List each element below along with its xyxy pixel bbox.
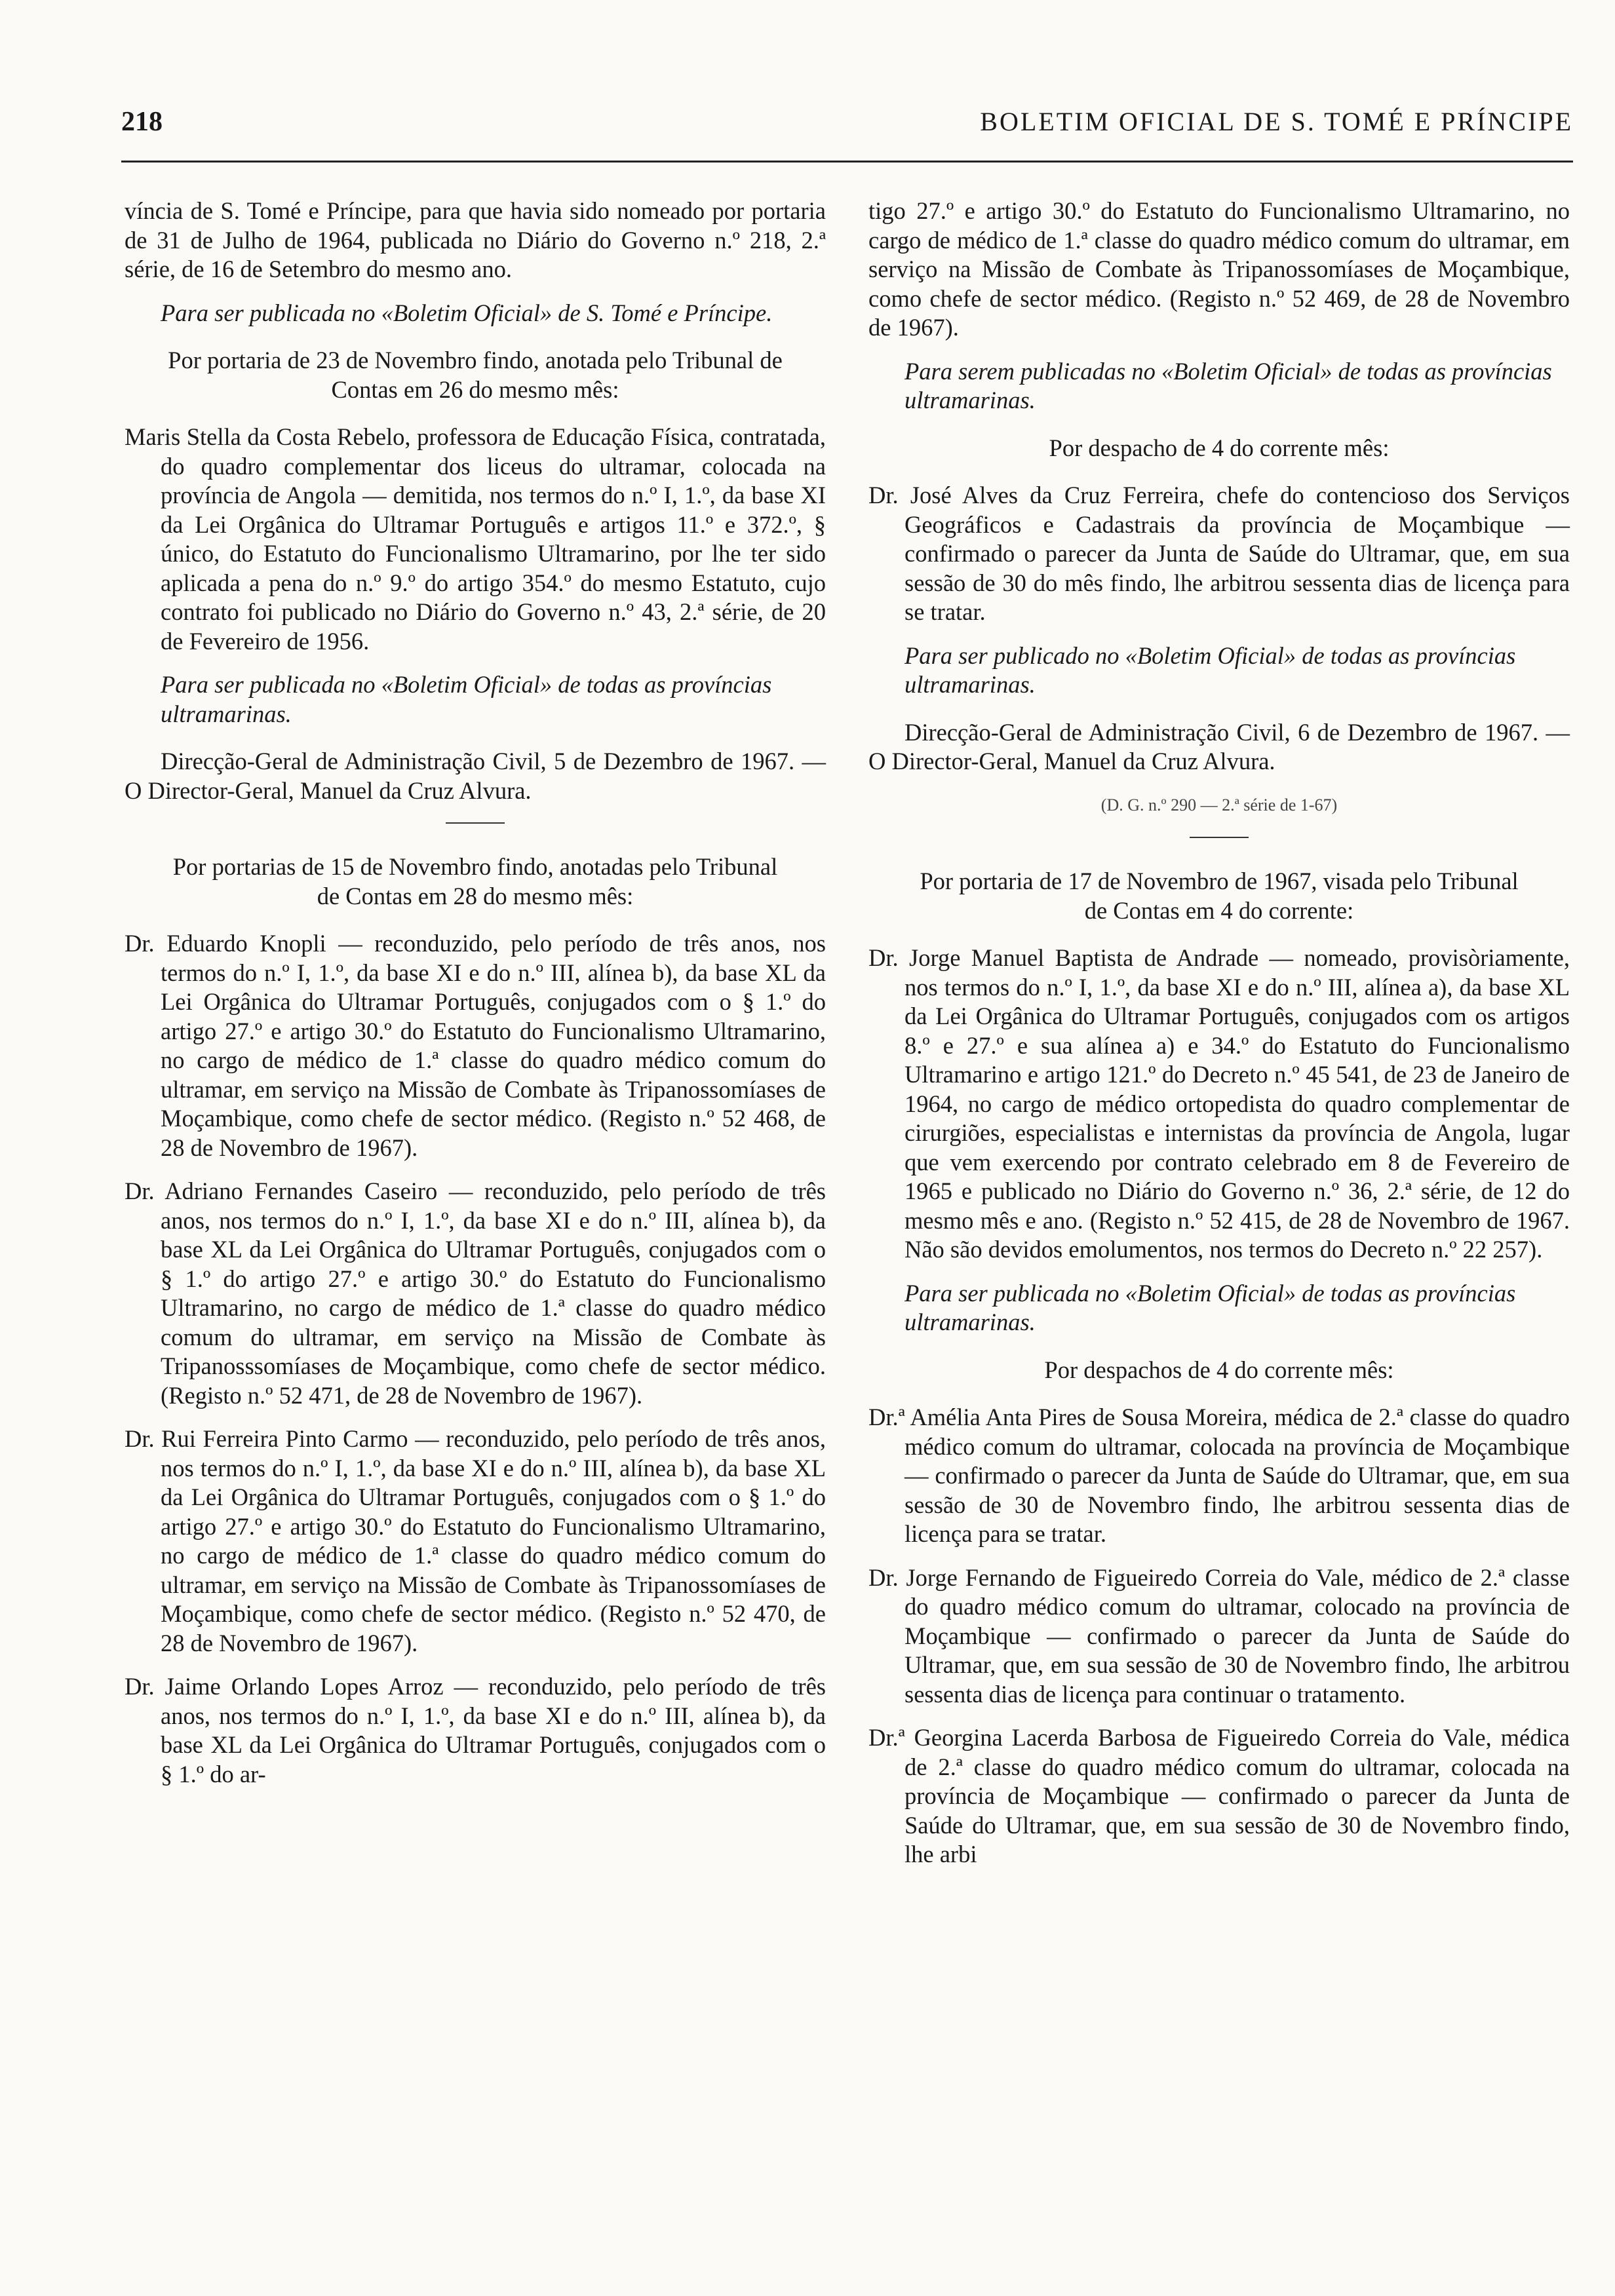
appointment-entry: Dr. Jorge Fernando de Figueiredo Correia do Vale, médico de 2.ª classe do quadro médico comum do ultramar, colocado na província de Moçambique — confirmado o parecer da Junta de Saúde do Ultramar, que, em sua sessão de 30 de Novembro findo, lhe arbitrou sessenta dias de licença para continuar o tratamento. bbox=[868, 1563, 1570, 1708]
portaria-intro: Por portaria de 17 de Novembro de 1967, visada pelo Tribunal de Contas em 4 do corrente: bbox=[920, 868, 1519, 924]
appointment-entry: Dr. Rui Ferreira Pinto Carmo — reconduzido, pelo período de três anos, nos termos do n.º I, 1.º, da base XI e do n.º III, alínea b), da base XL da Lei Orgânica do Ultramar Português, conjugados com o § 1.º do artigo 27.º e artigo 30.º do Estatuto do Funcionalismo Ultramarino, no cargo de médico de 1.ª classe do quadro médico comum do ultramar, em serviço na Missão de Combate às Tripanossomíases de Moçambique, como chefe de sector médico. (Registo n.º 52 470, de 28 de Novembro de 1967). bbox=[125, 1425, 826, 1656]
publication-note: Para ser publicada no «Boletim Oficial» de S. Tomé e Príncipe. bbox=[161, 299, 773, 326]
gazette-citation: (D. G. n.º 290 — 2.ª série de 1-67) bbox=[1100, 795, 1338, 814]
publication-note: Para ser publicada no «Boletim Oficial» de todas as províncias ultramarinas. bbox=[161, 671, 772, 727]
section-divider bbox=[1190, 837, 1249, 838]
publication-note: Para ser publicado no «Boletim Oficial» de todas as províncias ultramarinas. bbox=[905, 641, 1516, 698]
appointment-entry: Dr.ª Georgina Lacerda Barbosa de Figueiredo Correia do Vale, médica de 2.ª classe do quadro médico comum do ultramar, colocada na província de Moçambique — confirmado o parecer da Junta de Saúde do Ultramar, que, em sua sessão de 30 de Novembro findo, lhe arbi bbox=[868, 1724, 1570, 1867]
page-number: 218 bbox=[121, 107, 163, 137]
signature-line: Direcção-Geral de Administração Civil, 5 de Dezembro de 1967. — O Director-Geral, Manuel da Cruz Alvura. bbox=[125, 748, 826, 804]
publication-note: Para ser publicada no «Boletim Oficial» de todas as províncias ultramarinas. bbox=[905, 1279, 1516, 1335]
publication-title: BOLETIM OFICIAL DE S. TOMÉ E PRÍNCIPE bbox=[980, 107, 1573, 136]
appointment-entry: Maris Stella da Costa Rebelo, professora de Educação Física, contratada, do quadro complementar dos liceus do ultramar, colocada na província de Angola — demitida, nos termos do n.º I, 1.º, da base XI da Lei Orgânica do Ultramar Português e artigos 11.º e 372.º, § único, do Estatuto do Funcionalismo Ultramarino, por lhe ter sido aplicada a pena do n.º 9.º do artigo 354.º do mesmo Estatuto, cujo contrato foi publicado no Diário do Governo n.º 43, 2.ª série, de 20 de Fevereiro de 1956. bbox=[125, 423, 826, 655]
section-divider bbox=[446, 822, 505, 824]
appointment-entry: Dr. José Alves da Cruz Ferreira, chefe do contencioso dos Serviços Geográficos e Cadastrais da província de Moçambique — confirmado o parecer da Junta de Saúde do Ultramar, que, em sua sessão de 30 do mês findo, lhe arbitrou sessenta dias de licença para se tratar. bbox=[868, 482, 1570, 625]
despacho-intro: Por despacho de 4 do corrente mês: bbox=[1049, 434, 1390, 461]
portaria-intro: Por portaria de 23 de Novembro findo, anotada pelo Tribunal de Contas em 26 do mesmo mês: bbox=[168, 347, 783, 403]
header-rule bbox=[121, 161, 1573, 163]
appointment-entry: Dr. Jorge Manuel Baptista de Andrade — nomeado, provisòriamente, nos termos do n.º I, 1.º, da base XI e do n.º III, alínea a), da base XL da Lei Orgânica do Ultramar Português, conjugados com os artigos 8.º e 27.º e sua alínea a) e 34.º do Estatuto do Funcionalismo Ultramarino e artigo 121.º do Decreto n.º 45 541, de 23 de Janeiro de 1964, no cargo de médico ortopedista do quadro complementar de cirurgiões, especialistas e internistas da província de Angola, lugar que vem exercendo por contrato celebrado em 8 de Fevereiro de 1965 e publicado no Diário do Governo n.º 36, 2.ª série, de 12 do mesmo mês e ano. (Registo n.º 52 415, de 28 de Novembro de 1967. Não são devidos emolumentos, nos termos do Decreto n.º 22 257). bbox=[868, 944, 1570, 1263]
left-column bbox=[125, 197, 826, 1803]
continuation-paragraph: víncia de S. Tomé e Príncipe, para que havia sido nomeado por portaria de 31 de Julho de 1964, publicada no Diário do Governo n.º 218, 2.ª série, de 16 de Setembro do mesmo ano. bbox=[125, 197, 826, 282]
appointment-entry: Dr.ª Amélia Anta Pires de Sousa Moreira, médica de 2.ª classe do quadro médico comum do ultramar, colocada na província de Moçambique — confirmado o parecer da Junta de Saúde do Ultramar, que, em sua sessão de 30 de Novembro findo, lhe arbitrou sessenta dias de licença para se tratar. bbox=[868, 1404, 1570, 1547]
right-column bbox=[868, 197, 1570, 1884]
appointment-entry: Dr. Adriano Fernandes Caseiro — reconduzido, pelo período de três anos, nos termos do n.º I, 1.º, da base XI e do n.º III, alínea b), da base XL da Lei Orgânica do Ultramar Português, conjugados com o § 1.º do artigo 27.º e artigo 30.º do Estatuto do Funcionalismo Ultramarino, no cargo de médico de 1.ª classe do quadro médico comum do ultramar, em serviço na Missão de Combate às Tripanosssomíases de Moçambique, como chefe de sector médico. (Registo n.º 52 471, de 28 de Novembro de 1967). bbox=[125, 1177, 826, 1409]
page-header bbox=[121, 106, 1573, 145]
signature-line: Direcção-Geral de Administração Civil, 6 de Dezembro de 1967. — O Director-Geral, Manuel da Cruz Alvura. bbox=[868, 718, 1570, 775]
publication-note: Para serem publicadas no «Boletim Oficial» de todas as províncias ultramarinas. bbox=[905, 357, 1552, 413]
portaria-intro: Por portarias de 15 de Novembro findo, anotadas pelo Tribunal de Contas em 28 do mesmo mês: bbox=[172, 853, 778, 909]
continuation-paragraph: tigo 27.º e artigo 30.º do Estatuto do Funcionalismo Ultramarino, no cargo de médico de 1.ª classe do quadro médico comum do ultramar, em serviço na Missão de Combate às Tripanossomíases de Moçambique, como chefe de sector médico. (Registo n.º 52 469, de 28 de Novembro de 1967). bbox=[868, 197, 1570, 341]
appointment-entry: Dr. Eduardo Knopli — reconduzido, pelo período de três anos, nos termos do n.º I, 1.º, da base XI e do n.º III, alínea b), da base XL da Lei Orgânica do Ultramar Português, conjugados com o § 1.º do artigo 27.º e artigo 30.º do Estatuto do Funcionalismo Ultramarino, no cargo de médico de 1.ª classe do quadro médico comum do ultramar, em serviço na Missão de Combate às Tripanossomíases de Moçambique, como chefe de sector médico. (Registo n.º 52 468, de 28 de Novembro de 1967). bbox=[125, 930, 826, 1161]
despacho-intro: Por despachos de 4 do corrente mês: bbox=[1044, 1356, 1394, 1383]
appointment-entry: Dr. Jaime Orlando Lopes Arroz — reconduzido, pelo período de três anos, nos termos do n.º I, 1.º, da base XI e do n.º III, alínea b), da base XL da Lei Orgânica do Ultramar Português, conjugados com o § 1.º do ar- bbox=[125, 1673, 826, 1788]
